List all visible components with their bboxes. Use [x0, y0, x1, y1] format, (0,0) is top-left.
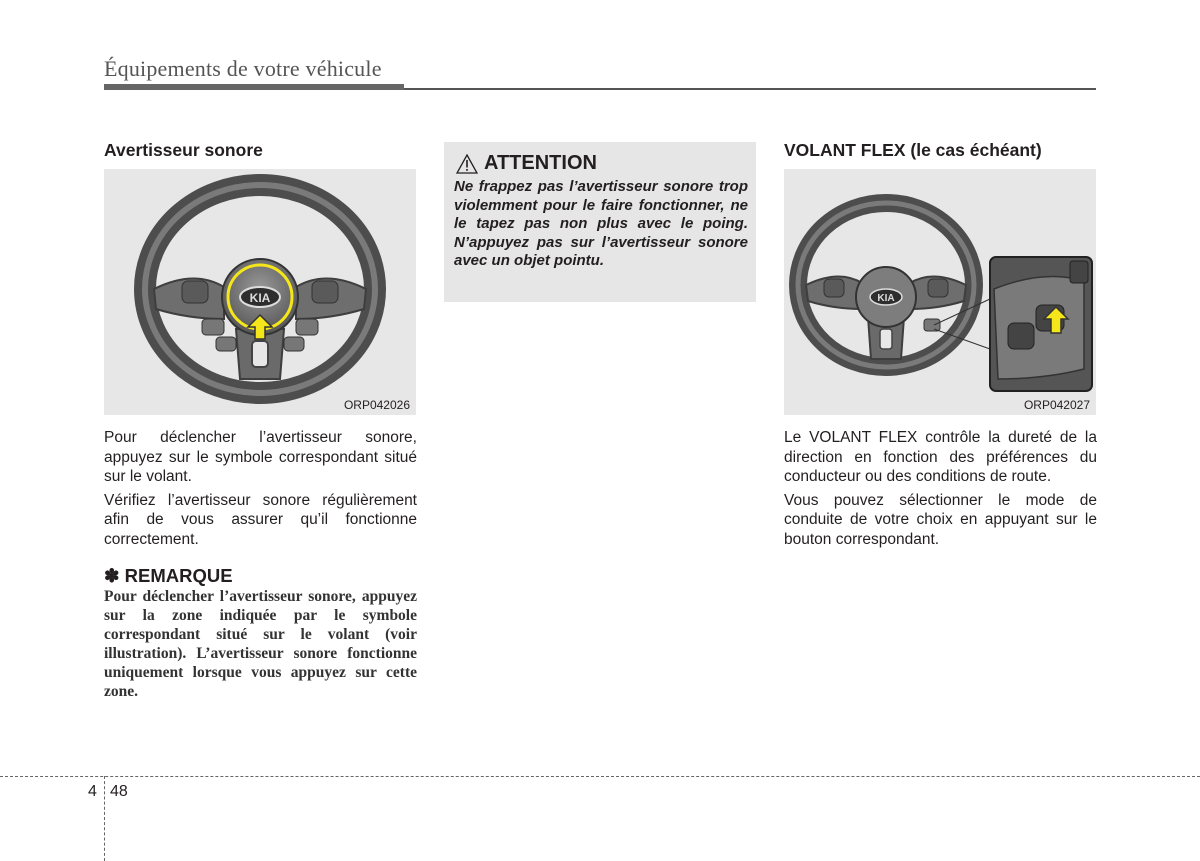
horn-body-text: [104, 428, 417, 553]
page-header-title: Équipements de votre véhicule: [104, 56, 382, 81]
figure-steering-wheel-horn: [104, 169, 416, 415]
figure-code: ORP042027: [1023, 398, 1090, 412]
section-heading-horn: Avertisseur sonore: [104, 140, 263, 160]
warning-triangle-icon: [456, 154, 478, 174]
figure-flex-steer: [784, 169, 1096, 415]
header-rule-thin: [404, 88, 1096, 90]
flex-steer-body-text: [784, 428, 1097, 553]
remark-title: ✽ REMARQUE: [104, 565, 233, 586]
figure-code: ORP042026: [343, 398, 410, 412]
footer-dashed-rule: [0, 776, 1200, 777]
attention-box: [444, 142, 756, 302]
svg-text:KIA: KIA: [877, 293, 895, 304]
section-heading-flex-steer: VOLANT FLEX (le cas échéant): [784, 140, 1042, 160]
attention-title: ATTENTION: [484, 152, 597, 174]
attention-text: Ne frappez pas l’avertisseur sonore trop violemment pour le faire fonctionner, ne le tapez pas non plus avec le poing. N’appuyez pas sur l’avertisseur sonore avec un objet pointu.: [454, 178, 748, 269]
paragraph: Pour déclencher l’avertisseur sonore, appuyez sur le symbole correspondant situé sur le volant.: [104, 429, 417, 485]
header-rule-thick: [104, 84, 404, 90]
steering-wheel-illustration: [104, 169, 416, 415]
chapter-number: 4: [88, 783, 97, 800]
paragraph: Vérifiez l’avertisseur sonore régulièrement afin de vous assurer qu’il fonctionne correctement.: [104, 491, 417, 548]
page-number: 48: [110, 783, 128, 800]
remark-text: Pour déclencher l’avertisseur sonore, appuyez sur la zone indiquée par le symbole correspondant situé sur le volant (voir illustration). L’avertisseur sonore fonctionne uniquement lorsque vous appuyez sur cette zone.: [104, 588, 417, 700]
svg-text:KIA: KIA: [249, 291, 271, 305]
paragraph: Le VOLANT FLEX contrôle la dureté de la direction en fonction des préférences du conducteur ou des conditions de route.: [784, 429, 1097, 485]
flex-steer-illustration: [784, 169, 1096, 415]
footer-dashed-divider: [104, 776, 105, 861]
paragraph: Vous pouvez sélectionner le mode de conduite de votre choix en appuyant sur le bouton correspondant.: [784, 491, 1097, 548]
